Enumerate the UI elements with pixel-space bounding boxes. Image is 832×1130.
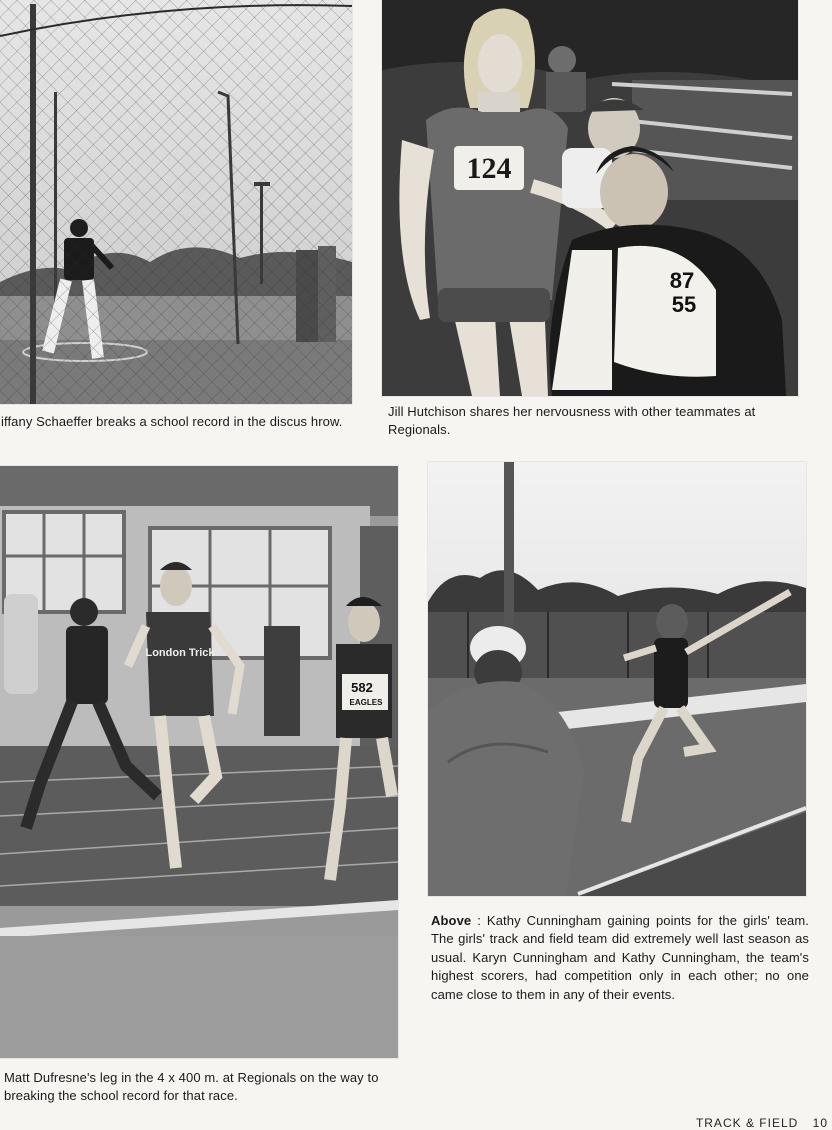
relay-bib-number: 582	[351, 680, 373, 695]
relay-photo	[0, 466, 398, 1058]
relay-bib-text: EAGLES	[349, 698, 383, 707]
cunningham-caption-label: Above	[431, 913, 472, 928]
cunningham-caption-text: : Kathy Cunningham gaining points for the girls' team. The girls' track and field team did extremely well last season as usual. Karyn Cunningham and Kathy Cunningham, the team's highest scorers, had competition only in each other; no one came close to them in any of their events.	[431, 913, 809, 1002]
page-footer	[696, 1116, 828, 1130]
discus-caption: iffany Schaeffer breaks a school record in the discus hrow.	[1, 414, 343, 429]
cunningham-photo-image	[428, 462, 806, 896]
cunningham-photo	[428, 462, 806, 896]
hutchison-caption: Jill Hutchison shares her nervousness with other teammates at Regionals.	[388, 404, 756, 438]
relay-photo-image	[0, 466, 398, 1058]
relay-caption: Matt Dufresne's leg in the 4 x 400 m. at Regionals on the way to breaking the school record for that race.	[4, 1070, 379, 1104]
hutchison-photo	[382, 0, 798, 396]
jacket-number-bottom: 55	[671, 292, 697, 317]
hutchison-bib-number: 124	[466, 152, 512, 185]
footer-section: TRACK & FIELD	[695, 1116, 799, 1130]
discus-photo-image	[0, 0, 352, 404]
discus-photo	[0, 0, 352, 404]
cunningham-caption	[431, 912, 809, 1004]
page-number: 10	[812, 1116, 828, 1130]
relay-shirt-text: London Trick	[145, 647, 215, 659]
jacket-number-top: 87	[669, 268, 695, 293]
hutchison-photo-image	[382, 0, 798, 396]
